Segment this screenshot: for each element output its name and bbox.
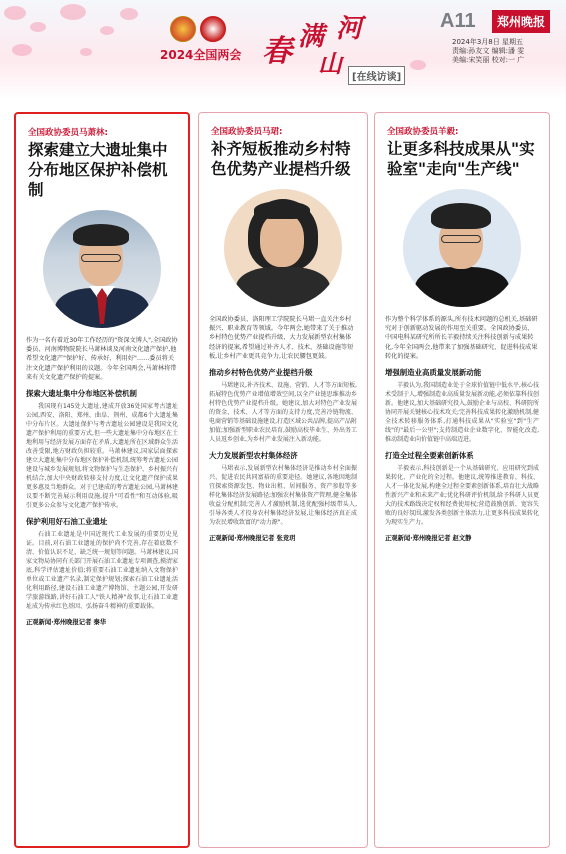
article-yang-yi[interactable]: [374, 112, 550, 848]
editor-line: 美编:宋笑丽 校对:一 广: [452, 56, 525, 64]
section-subtitle: [在线访谈]: [348, 66, 405, 85]
issue-meta: [452, 38, 524, 65]
article-lead: 作为整个科学体系的源头,所有技术问题的总机关,基础研究对于创新驱动发展的作用至关重要。全国政协委员、中国电科某研究所所长羊毅持续关注科技创新与成果转化,今年全国两会,他带来了加强基础研究、促进科技成果转化的提案。: [385, 316, 538, 360]
portrait-photo: [224, 189, 342, 307]
article-kicker: 全国政协委员马萧林:: [28, 128, 108, 138]
cppcc-emblem-icon: [200, 16, 226, 42]
event-label: 2024全国两会: [160, 48, 242, 62]
article-kicker: 全国政协委员马珺:: [211, 127, 283, 137]
section-body: 羊毅表示,科技创新是一个从基础研究、应用研究到成果转化、产业化的全过程。他建议,统筹推进教育、科技、人才一体化发展,构建全过程全要素创新体系,培育壮大战略性新兴产业和未来产业;优化科研评价机制,给予科研人员更大的技术路线决定权和经费使用权;营造鼓励创新、宽容失败的良好氛围,激发各类创新主体活力,让更多科技成果转化为现实生产力。: [385, 465, 539, 527]
article-headline: 让更多科技成果从"实验室"走向"生产线": [387, 139, 535, 178]
section-heading: 打造全过程全要素创新体系: [385, 451, 474, 461]
article-headline: 探索建立大遗址集中分布地区保护补偿机制: [28, 140, 168, 199]
section-body: 石油工业遗址是中国近现代工业发展的重要历史见证。目前,对石油工业遗址的保护尚不完善,存在着底数不清、价值认识不足、缺乏统一规划等问题。马萧林建议,国家文物局协同有关部门开展石油工业遗址专项调查,摸清家底,科学评估遗址价值;将重要石油工业遗址纳入文物保护单位或工业遗产名录,制定保护规划;探索石油工业遗址活化利用路径,建设石油工业遗产博物馆、主题公园,开发研学旅游线路,讲好石油工人"铁人精神"故事,让石油工业遗址成为传承红色基因、弘扬奋斗精神的重要载体。: [26, 531, 178, 611]
newspaper-logo: 郑州晚报: [492, 10, 550, 33]
section-title: 春 满 河 山: [262, 14, 363, 78]
article-byline: 正观新闻·郑州晚报记者 张竞玥: [209, 535, 296, 543]
portrait-photo: [43, 210, 161, 328]
editor-line: 责编:孙友文 编辑:潘 雯: [452, 47, 525, 55]
article-lead: 全国政协委员、洛阳理工学院院长马珺一直关注乡村振兴、职业教育等领域。今年两会,她带来了关于推动乡村特色优势产业提档升级、大力发展新型农村集体经济的提案,希望通过补齐人才、技术、基础设施等短板,让乡村产业更具竞争力,让农民腰包更鼓。: [209, 316, 354, 360]
national-emblem-icon: [170, 16, 196, 42]
article-lead: 作为一名有着近30年工作经历的"资深文博人",全国政协委员、河南博物院院长马萧林谈及河南文化遗产保护,他希望文化遗产"保护好、传承好、利用好"……委员将关注文化遗产保护利用的议题。今年全国两会,马萧林将带来有关文化遗产保护的提案。: [26, 337, 178, 381]
section-body: 马珺表示,发展新型农村集体经济是推动乡村全面振兴、促进农民共同富裕的重要途径。她建议,各地因地制宜探索资源发包、物业出租、居间服务、资产参股等多样化集体经济发展路径;加强农村集体资产管理,健全集体收益分配机制;完善人才激励机制,选优配强村级带头人,引导各类人才投身农村集体经济发展,让集体经济真正成为农民增收致富的"动力源"。: [209, 465, 357, 527]
article-byline: 正观新闻·郑州晚报记者 赵文静: [385, 535, 472, 543]
article-headline: 补齐短板推动乡村特色优势产业提档升级: [211, 139, 351, 178]
section-heading: 大力发展新型农村集体经济: [209, 451, 298, 461]
section-body: 羊毅认为,我国制造业处于全球价值链中低水平,核心技术受制于人,增强制造业高质量发展新动能,必须依靠科技创新。他建议,加大基础研究投入,鼓励企业与高校、科研院所协同开展关键核心技术攻关;完善科技成果转化激励机制,健全技术转移服务体系,打通科技成果从"实验室"到"生产线"的"最后一公里";支持制造业企业数字化、智能化改造,推动制造业向价值链中高端迈进。: [385, 382, 539, 444]
section-body: 马珺建议,补齐技术、设施、营销、人才等方面短板,拓展特色优势产业增值增效空间,以全产业链思维推动乡村特色优势产业提档升级。她建议,加大对特色产业发展的资金、技术、人才等方面的支持力度,完善冷链物流、电商营销等基础设施建设,打造区域公共品牌,提高产品附加值;加强新型职业农民培育,鼓励高校毕业生、外出务工人员返乡创业,为乡村产业发展注入新动能。: [209, 382, 357, 444]
section-heading: 增强制造业高质量发展新动能: [385, 368, 482, 378]
page-number: A11: [440, 10, 476, 32]
issue-date: 2024年3月8日 星期五: [452, 38, 523, 46]
section-heading: 推动乡村特色优势产业提档升级: [209, 368, 313, 378]
section-heading: 探索大遗址集中分布地区补偿机制: [26, 389, 137, 399]
section-heading: 保护利用好石油工业遗址: [26, 517, 108, 527]
masthead: [0, 0, 566, 100]
article-ma-jun[interactable]: [198, 112, 368, 848]
portrait-photo: [403, 189, 521, 307]
section-body: 我国现有145处大遗址,建成开放36处国家考古遗址公园,西安、洛阳、郑州、曲阜、荆州、成都6个大遗址集中分布片区。大遗址保护与考古遗址公园建设是我国文化遗产保护利用的重要方式,但一些大遗址集中分布地区在土地利用与经济发展方面存在矛盾,大遗址所在区域群众生活改善受限,地方财政负担较重。马萧林建议,国家层面探索建立大遗址集中分布地区保护补偿机制,统筹考古遗址公园建设与城乡发展规划,将文物保护与生态保护、乡村振兴有机结合,加大中央财政转移支付力度,让文化遗产保护成果更多惠及当地群众。对于已建成的考古遗址公园,马萧林建议要不断完善展示利用设施,提升"可看性"和互动体验,吸引更多公众参与文化遗产保护传承。: [26, 403, 178, 510]
article-kicker: 全国政协委员羊毅:: [387, 127, 459, 137]
article-ma-xiaolin[interactable]: [14, 112, 190, 848]
article-byline: 正观新闻·郑州晚报记者 秦华: [26, 619, 107, 627]
